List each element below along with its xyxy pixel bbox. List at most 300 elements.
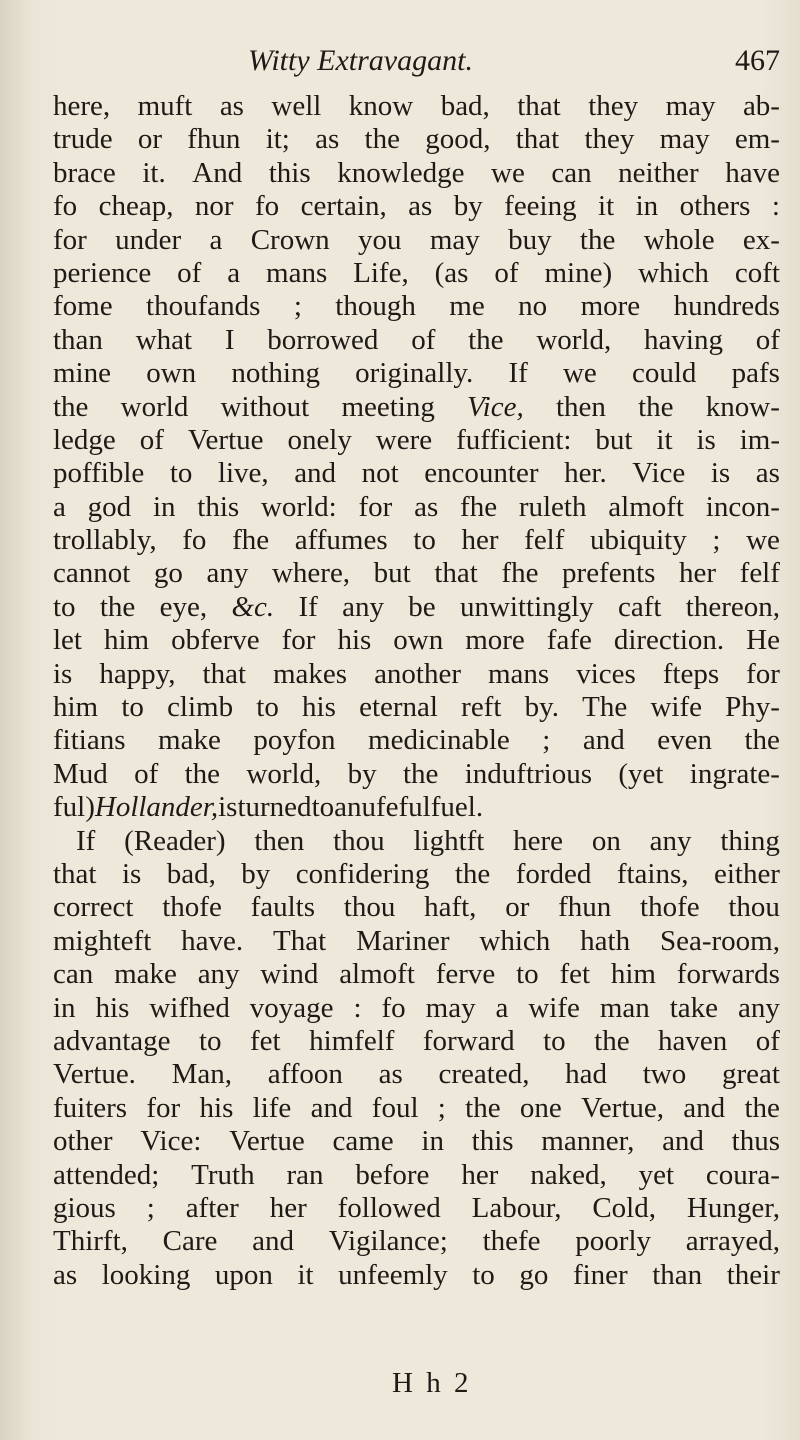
word: to <box>311 791 335 824</box>
text-line <box>53 891 780 924</box>
word: ; <box>437 1091 446 1124</box>
word: were <box>375 423 433 456</box>
word: eternal <box>359 691 438 724</box>
text-line <box>53 90 780 123</box>
text-line <box>53 791 780 824</box>
body-text <box>53 90 780 1292</box>
word: to <box>543 1024 566 1057</box>
word: and <box>683 1091 726 1124</box>
word: mine) <box>544 256 613 289</box>
text-line <box>53 958 780 991</box>
word: fuiters <box>53 1091 128 1124</box>
word: forded <box>515 857 592 890</box>
text-line <box>53 858 780 891</box>
word: The <box>582 691 628 724</box>
word: almoft <box>339 958 415 991</box>
word: If <box>76 824 96 857</box>
word: we <box>746 524 780 557</box>
word: climb <box>167 691 234 724</box>
word: created, <box>438 1058 530 1091</box>
word: thefe <box>482 1225 541 1258</box>
word: makes <box>273 657 348 690</box>
word: neither <box>618 156 699 189</box>
word: her <box>679 557 717 590</box>
text-line <box>53 925 780 958</box>
word: any <box>206 557 249 590</box>
word: of <box>411 323 436 356</box>
text-line <box>53 1192 780 1225</box>
word: we <box>491 156 525 189</box>
word: confidering <box>295 857 430 890</box>
word: perience <box>53 256 152 289</box>
word: prefents <box>562 557 656 590</box>
word: If <box>298 590 318 623</box>
word: fhe <box>232 524 270 557</box>
word: fafe <box>546 624 592 657</box>
word: ledge <box>53 423 116 456</box>
word: of <box>755 323 780 356</box>
word: as <box>219 90 244 122</box>
word: others <box>679 190 751 223</box>
word: may <box>425 991 476 1024</box>
word: Thirft, <box>53 1225 128 1258</box>
word: their <box>726 1258 780 1291</box>
word: and <box>582 724 625 757</box>
word: Labour, <box>471 1191 562 1224</box>
text-line <box>53 1125 780 1158</box>
text-line <box>53 758 780 791</box>
word: her. <box>564 457 607 490</box>
word: the <box>744 724 780 757</box>
word: him <box>610 958 656 991</box>
word: having <box>644 323 723 356</box>
word: that <box>517 90 561 122</box>
word: : <box>771 190 780 223</box>
word: (Reader) <box>124 824 226 857</box>
word: the <box>402 757 439 790</box>
word: Crown <box>250 223 330 256</box>
word: arrayed, <box>685 1225 780 1258</box>
word: it <box>297 1258 314 1291</box>
word: direction. <box>613 624 725 657</box>
word: is <box>710 457 731 490</box>
word: pafs <box>731 357 780 390</box>
word: let <box>53 624 82 657</box>
word: a <box>495 991 509 1024</box>
word: on <box>591 824 621 857</box>
word: If <box>508 357 528 390</box>
word: advantage <box>53 1024 171 1057</box>
word: almoft <box>608 490 684 523</box>
word: to <box>53 590 76 623</box>
word: here <box>513 824 564 857</box>
word: could <box>631 357 697 390</box>
word: knowledge <box>337 156 465 189</box>
word: certain, <box>300 190 387 223</box>
word: but <box>373 557 411 590</box>
word: more <box>580 290 641 323</box>
text-line <box>53 1092 780 1125</box>
text-line <box>53 324 780 357</box>
word: He <box>746 624 780 657</box>
word: fuel. <box>430 791 484 824</box>
word: nothing <box>231 357 320 390</box>
word: fo <box>381 991 406 1024</box>
word: unfeemly <box>338 1258 448 1291</box>
word: fet <box>559 958 591 991</box>
word: as <box>408 190 433 223</box>
word: unwittingly <box>459 590 594 623</box>
word: incon- <box>705 490 780 523</box>
word: of <box>134 757 159 790</box>
word: fo <box>53 190 78 223</box>
word: that <box>515 123 560 156</box>
word: the <box>744 1091 780 1124</box>
word: turned <box>237 791 312 824</box>
word: obferve <box>171 624 260 657</box>
word: ; <box>542 724 551 757</box>
word: me <box>449 290 485 323</box>
word: the <box>465 1091 501 1124</box>
word: before <box>355 1158 430 1191</box>
word: as <box>315 123 340 156</box>
word: trollably, <box>53 524 157 557</box>
word: not <box>361 457 399 490</box>
word: world <box>120 390 189 423</box>
word: meeting <box>341 390 435 423</box>
word: ab- <box>742 90 780 122</box>
word: then <box>555 390 606 423</box>
word: induftrious <box>464 757 593 790</box>
word: the <box>53 390 89 423</box>
word: Mud <box>53 757 108 790</box>
word: though <box>335 290 416 323</box>
word: borrowed <box>267 323 379 356</box>
word: fome <box>53 290 113 323</box>
word: any <box>342 590 384 623</box>
word: upon <box>214 1258 273 1291</box>
word: nor <box>194 190 234 223</box>
word: it; <box>265 123 290 156</box>
word: trude <box>53 123 113 156</box>
word: ran <box>286 1158 324 1191</box>
word: world, <box>246 757 322 790</box>
word: and <box>310 1091 353 1124</box>
word: Life, <box>353 256 409 289</box>
word: here, <box>53 90 111 122</box>
word: happy, <box>99 657 176 690</box>
word: go <box>153 557 183 590</box>
word: affoon <box>267 1058 343 1091</box>
text-line <box>53 1025 780 1058</box>
word: fhun <box>558 891 612 924</box>
word: Phy- <box>725 691 780 724</box>
word: ; <box>712 524 721 557</box>
italic-word: Vice, <box>467 390 524 423</box>
word: wife <box>528 991 580 1024</box>
word: world, <box>536 323 612 356</box>
word: as <box>53 1258 78 1291</box>
word: well <box>271 90 322 122</box>
word: the <box>638 390 674 423</box>
text-line <box>53 591 780 624</box>
word: ruleth <box>518 490 587 523</box>
word: and <box>252 1225 295 1258</box>
word: her <box>461 524 499 557</box>
word: Hunger, <box>686 1191 780 1224</box>
word: this <box>471 1125 514 1158</box>
word: by <box>241 857 271 890</box>
word: came <box>332 1125 394 1158</box>
word: this <box>268 156 311 189</box>
word: feeing <box>504 190 577 223</box>
word: go <box>519 1258 549 1291</box>
word: is <box>121 857 142 890</box>
word: the <box>594 1024 630 1057</box>
word: haven <box>658 1024 728 1057</box>
word: his <box>302 691 336 724</box>
word: ufeful <box>361 791 431 824</box>
word: Vertue. <box>53 1058 136 1091</box>
word: is <box>218 791 238 824</box>
word: which <box>638 256 709 289</box>
word: make <box>158 724 221 757</box>
word: thofe <box>640 891 700 924</box>
text-line <box>53 624 780 657</box>
word: an <box>334 791 362 824</box>
word: as <box>414 490 439 523</box>
text-line <box>53 190 780 223</box>
text-line <box>53 825 780 858</box>
word: world: <box>260 490 337 523</box>
text-line <box>53 123 780 156</box>
word: thofe <box>162 891 222 924</box>
word: bad, <box>166 857 216 890</box>
word: manner, <box>541 1125 635 1158</box>
word: foul <box>371 1091 419 1124</box>
running-title: Witty Extravagant. <box>248 44 473 77</box>
word: as <box>755 457 780 490</box>
word: even <box>657 724 712 757</box>
text-line <box>53 724 780 757</box>
word: in <box>53 991 76 1024</box>
word: caft <box>618 590 662 623</box>
word: another <box>374 657 462 690</box>
word: for <box>358 490 393 523</box>
word: her <box>269 1191 307 1224</box>
word: his <box>337 624 372 657</box>
word: fet <box>250 1024 281 1057</box>
page-header <box>248 36 780 86</box>
word: lightft <box>413 824 485 857</box>
word: in <box>152 490 176 523</box>
word: they <box>584 123 635 156</box>
word: to <box>516 958 539 991</box>
word: ful) <box>53 791 95 824</box>
word: we <box>562 357 597 390</box>
word: his <box>199 1091 234 1124</box>
word: fitians <box>53 724 126 757</box>
word: haft, <box>424 891 477 924</box>
word: for <box>146 1091 181 1124</box>
word: ubiquity <box>590 524 687 557</box>
word: thoufands <box>146 290 261 323</box>
word: of <box>139 423 164 456</box>
word: of <box>494 256 519 289</box>
word: eye, <box>159 590 208 623</box>
word: Care <box>162 1225 218 1258</box>
word: the <box>468 323 504 356</box>
word: of <box>755 1024 780 1057</box>
page-number: 467 <box>735 44 780 77</box>
text-line <box>53 1159 780 1192</box>
word: muft <box>137 90 193 122</box>
word: I <box>224 323 235 356</box>
text-line <box>53 424 780 457</box>
word: to <box>121 691 144 724</box>
word: the <box>364 123 400 156</box>
word: wife <box>650 691 702 724</box>
word: and <box>294 457 337 490</box>
word: Sea-room, <box>659 924 780 957</box>
word: and <box>662 1125 704 1158</box>
text-line <box>53 257 780 290</box>
word: where, <box>271 557 351 590</box>
word: any <box>738 991 780 1024</box>
text-line <box>53 457 780 490</box>
word: make <box>114 958 177 991</box>
word: ferve <box>435 958 496 991</box>
word: is <box>696 423 716 456</box>
word: to <box>169 457 193 490</box>
word: ; <box>293 290 302 323</box>
word: onely <box>287 423 352 456</box>
punctuation: , <box>210 791 219 824</box>
word: thing <box>720 824 780 857</box>
word: in <box>635 190 659 223</box>
word: may <box>665 90 716 122</box>
word: poorly <box>575 1225 652 1258</box>
word: may <box>659 123 710 156</box>
text-line <box>53 1225 780 1258</box>
word: without <box>220 390 310 423</box>
word: the <box>99 590 136 623</box>
word: the <box>579 223 616 256</box>
text-line <box>53 1259 780 1292</box>
word: hath <box>580 924 631 957</box>
word: whole <box>643 223 715 256</box>
italic-word: Hollander, <box>94 791 219 824</box>
word: by. <box>524 691 559 724</box>
word: two <box>642 1058 687 1091</box>
word: wind <box>260 958 319 991</box>
word: fo <box>182 524 207 557</box>
word: for <box>746 657 780 690</box>
signature-mark: H h 2 <box>392 1367 472 1399</box>
word: life <box>252 1091 292 1124</box>
word: know- <box>705 390 780 423</box>
word: what <box>135 323 193 356</box>
text-line <box>53 491 780 524</box>
word: fhe <box>501 557 539 590</box>
word: have. <box>181 924 244 957</box>
word: ; <box>146 1191 155 1224</box>
word: Mariner <box>356 924 450 957</box>
word: but <box>595 423 633 456</box>
word: as <box>378 1058 403 1091</box>
word: is <box>53 657 73 690</box>
italic-word: &c. <box>231 590 275 623</box>
word: which <box>479 924 551 957</box>
word: her <box>461 1158 499 1191</box>
word: gious <box>53 1191 116 1224</box>
word: to <box>472 1258 495 1291</box>
word: fhe <box>460 490 498 523</box>
word: himfelf <box>309 1024 395 1057</box>
word: thereon, <box>685 590 780 623</box>
word: fo <box>254 190 280 223</box>
word: to <box>199 1024 222 1057</box>
word: (yet <box>618 757 664 790</box>
word: it. <box>142 156 166 189</box>
word: finer <box>572 1258 628 1291</box>
word: for <box>53 223 87 256</box>
word: originally. <box>355 357 474 390</box>
word: a <box>227 256 241 289</box>
word: felf <box>524 524 565 557</box>
word: that <box>202 657 247 690</box>
word: Vigilance; <box>328 1225 448 1258</box>
word: correct <box>53 891 134 924</box>
word: poffible <box>53 457 145 490</box>
text-line <box>53 557 780 590</box>
word: you <box>358 223 402 256</box>
word: mans <box>488 657 550 690</box>
word: thou <box>728 891 780 924</box>
word: medicinable <box>368 724 510 757</box>
word: Vice: <box>140 1125 202 1158</box>
word: than <box>53 323 103 356</box>
word: man <box>599 991 650 1024</box>
word: it <box>598 190 615 223</box>
word: affumes <box>294 524 388 557</box>
word: : <box>353 991 362 1024</box>
word: thou <box>333 824 385 857</box>
word: under <box>115 223 182 256</box>
word: own <box>146 357 197 390</box>
word: know <box>348 90 414 122</box>
text-line <box>53 290 780 323</box>
word: ex- <box>742 223 780 256</box>
text-line <box>53 524 780 557</box>
word: buy <box>508 223 552 256</box>
word: or <box>137 123 163 156</box>
word: Truth <box>191 1158 255 1191</box>
word: cheap, <box>98 190 174 223</box>
word: any <box>649 824 692 857</box>
word: they <box>588 90 639 122</box>
word: either <box>713 857 780 890</box>
word: coft <box>734 256 780 289</box>
word: encounter <box>424 457 539 490</box>
word: the <box>454 857 491 890</box>
word: ingrate- <box>689 757 780 790</box>
word: more <box>465 624 525 657</box>
word: no <box>518 290 548 323</box>
word: his <box>95 991 130 1024</box>
word: good, <box>425 123 491 156</box>
word: coura- <box>705 1158 780 1191</box>
